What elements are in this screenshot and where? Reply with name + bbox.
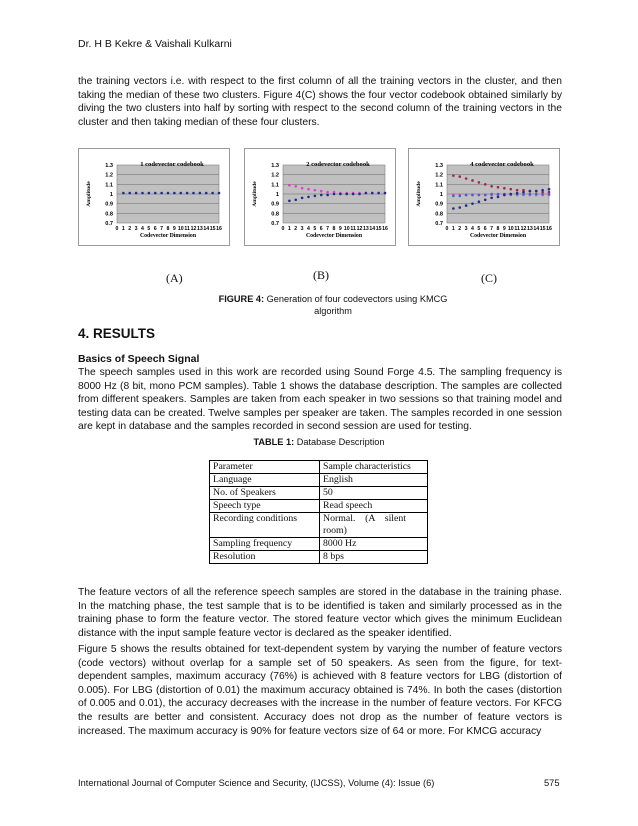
database-table xyxy=(209,460,428,564)
table-header-cell: Sample characteristics xyxy=(320,461,428,474)
y-tick-label: 1.1 xyxy=(435,182,443,189)
intro-paragraph: the training vectors i.e. with respect to the first column of all the training vectors in the cluster, and then taking the median of these two clusters. Figure 4(C) shows the four vector codebook obtained similarly by diving the two clusters into half by sorting with respect to the second column of the training vectors in the cluster and then taking median of these four clusters. xyxy=(78,76,562,128)
data-point xyxy=(371,192,374,195)
panel-label-c: (C) xyxy=(481,271,497,285)
data-point xyxy=(490,185,493,188)
x-axis-label: Codevector Dimension xyxy=(139,233,197,239)
x-tick-label: 5 xyxy=(477,226,481,232)
x-tick-label: 2 xyxy=(458,226,462,232)
y-tick-label: 1.1 xyxy=(105,182,113,189)
x-tick-label: 1 xyxy=(121,226,125,232)
data-point xyxy=(179,192,182,195)
data-point xyxy=(301,197,304,200)
x-tick-label: 7 xyxy=(160,226,164,232)
table-cell-value: 8 bps xyxy=(320,551,428,564)
data-point xyxy=(541,189,544,192)
y-tick-label: 0.7 xyxy=(271,221,279,227)
paragraph-figure5-results: Figure 5 shows the results obtained for text-dependent system by varying the number of feature vectors (code vectors) without overlap for a sample set of 50 speakers. As seen from the figure, for text-dependent samples, maximum accuracy (76%) is achieved with 8 feature vectors for LBG (distortion of 0.005). For LBG (distortion of 0.01) the maximum accuracy obtained is 74%. In both the cases (distortion of 0.005 and 0.01), the accuracy decreases with the increase in the number of feature vectors. For KFCG the results are better and consistent. Accuracy does not drop as the number of feature vectors is increased. The maximum accuracy is 90% for feature vectors size of 64 or more. For KMCG accuracy xyxy=(78,644,562,737)
x-tick-label: 7 xyxy=(326,226,330,232)
y-tick-label: 0.7 xyxy=(105,221,113,227)
data-point xyxy=(471,202,474,205)
table-cell-value: 50 xyxy=(320,487,428,500)
x-tick-label: 0 xyxy=(281,226,285,232)
paragraph-feature-vectors: The feature vectors of all the reference speech samples are stored in the database in the training phase. In the matching phase, the test sample that is to be identified is taken and similarly processed as in the training phase to form the feature vector. The stored feature vector which gives the minimum Euclidean distance with the input sample feature vector is declared as the speaker identified. xyxy=(78,587,562,639)
x-tick-label: 10 xyxy=(343,226,350,232)
data-point xyxy=(478,181,481,184)
data-point xyxy=(465,177,468,180)
x-tick-label: 0 xyxy=(445,226,449,232)
x-tick-label: 14 xyxy=(533,226,540,232)
data-point xyxy=(458,195,461,198)
data-point xyxy=(471,194,474,197)
data-point xyxy=(358,193,361,196)
data-point xyxy=(458,175,461,178)
x-tick-label: 6 xyxy=(483,226,487,232)
figure-caption-label: FIGURE 4: xyxy=(218,294,265,304)
data-point xyxy=(478,200,481,203)
y-tick-label: 0.8 xyxy=(435,211,443,218)
table-caption xyxy=(210,437,428,447)
chart-title: 4 codevector codebook xyxy=(470,161,534,168)
x-tick-label: 11 xyxy=(514,226,520,232)
footer-journal: International Journal of Computer Science and Security, (IJCSS), Volume (4): Issue (6) xyxy=(78,778,435,788)
chart-c-svg xyxy=(409,149,559,245)
data-point xyxy=(314,195,317,198)
y-tick-label: 0.8 xyxy=(271,211,279,218)
data-point xyxy=(148,192,151,195)
x-tick-label: 1 xyxy=(287,226,291,232)
table-cell-parameter: Resolution xyxy=(210,551,320,564)
chart-panel-b xyxy=(244,148,396,246)
data-point xyxy=(186,192,189,195)
x-tick-label: 13 xyxy=(526,226,533,232)
data-point xyxy=(199,192,202,195)
data-point xyxy=(490,193,493,196)
data-point xyxy=(516,189,519,192)
x-tick-label: 5 xyxy=(313,226,317,232)
x-tick-label: 5 xyxy=(147,226,151,232)
data-point xyxy=(205,192,208,195)
x-tick-label: 10 xyxy=(177,226,184,232)
data-point xyxy=(160,192,163,195)
data-point xyxy=(301,187,304,190)
data-point xyxy=(320,190,323,193)
data-point xyxy=(465,204,468,207)
table-cell-value: Read speech xyxy=(320,500,428,513)
x-tick-label: 6 xyxy=(319,226,323,232)
table-header-cell: Parameter xyxy=(210,461,320,474)
x-tick-label: 2 xyxy=(128,226,132,232)
data-point xyxy=(548,188,551,191)
data-point xyxy=(314,189,317,192)
x-tick-label: 15 xyxy=(209,226,216,232)
y-tick-label: 1.2 xyxy=(105,172,113,179)
data-point xyxy=(326,194,329,197)
table-cell-parameter: No. of Speakers xyxy=(210,487,320,500)
data-point xyxy=(288,199,291,202)
data-point xyxy=(503,187,506,190)
x-tick-label: 12 xyxy=(356,226,363,232)
data-point xyxy=(128,192,131,195)
data-point xyxy=(320,194,323,197)
x-tick-label: 14 xyxy=(369,226,376,232)
x-tick-label: 8 xyxy=(166,226,170,232)
data-point xyxy=(339,193,342,196)
panel-label-b: (B) xyxy=(313,268,329,282)
data-point xyxy=(365,192,368,195)
figure-caption-text: Generation of four codevectors using KMCG algorithm xyxy=(264,294,448,316)
x-tick-label: 4 xyxy=(141,226,144,232)
data-point xyxy=(478,194,481,197)
data-point xyxy=(333,193,336,196)
data-point xyxy=(509,188,512,191)
table-header-row xyxy=(210,461,428,474)
x-tick-label: 10 xyxy=(507,226,514,232)
data-point xyxy=(484,183,487,186)
x-tick-label: 16 xyxy=(216,226,222,232)
x-tick-label: 9 xyxy=(338,226,342,232)
x-tick-label: 12 xyxy=(190,226,197,232)
table-cell-parameter: Recording conditions xyxy=(210,513,320,538)
x-tick-label: 13 xyxy=(362,226,369,232)
x-tick-label: 1 xyxy=(451,226,455,232)
x-tick-label: 8 xyxy=(332,226,336,232)
data-point xyxy=(192,192,195,195)
data-point xyxy=(471,179,474,182)
data-point xyxy=(484,194,487,197)
data-point xyxy=(345,193,348,196)
table-caption-label: TABLE 1: xyxy=(253,437,295,447)
section-heading: 4. RESULTS xyxy=(78,326,156,341)
x-axis-label: Codevector Dimension xyxy=(469,233,527,239)
data-point xyxy=(218,192,221,195)
y-tick-label: 0.9 xyxy=(105,201,113,208)
data-point xyxy=(529,190,532,193)
data-point xyxy=(529,193,532,196)
data-point xyxy=(452,174,455,177)
data-point xyxy=(465,194,468,197)
data-point xyxy=(352,193,355,196)
figure-caption xyxy=(210,293,456,317)
data-point xyxy=(307,188,310,191)
y-tick-label: 1.2 xyxy=(435,172,443,179)
y-tick-label: 1.1 xyxy=(271,182,279,189)
data-point xyxy=(167,192,170,195)
data-point xyxy=(122,192,125,195)
data-point xyxy=(541,193,544,196)
y-tick-label: 1 xyxy=(275,192,279,198)
panel-label-a: (A) xyxy=(166,271,183,285)
data-point xyxy=(490,197,493,200)
table-cell-parameter: Language xyxy=(210,474,320,487)
chart-title: 1 codevector codebook xyxy=(140,161,204,168)
y-tick-label: 1 xyxy=(439,192,443,198)
x-tick-label: 3 xyxy=(464,226,468,232)
x-tick-label: 13 xyxy=(196,226,203,232)
x-tick-label: 7 xyxy=(490,226,494,232)
data-point xyxy=(452,207,455,210)
data-point xyxy=(173,192,176,195)
data-point xyxy=(377,192,380,195)
data-point xyxy=(503,194,506,197)
x-tick-label: 9 xyxy=(172,226,176,232)
y-tick-label: 1.3 xyxy=(435,163,443,169)
y-tick-label: 0.8 xyxy=(105,211,113,218)
paragraph-speech-samples: The speech samples used in this work are recorded using Sound Forge 4.5. The sampling frequency is 8000 Hz (8 bit, mono PCM samples). Table 1 shows the database description. The samples are collected from different speakers. Samples are taken from each speaker in two sessions so that training model and testing data can be created. Twelve samples per speaker are taken. The samples recorded in one session are kept in database and the samples recorded in second session are used for testing. xyxy=(78,367,562,433)
table-row xyxy=(210,487,428,500)
y-tick-label: 0.9 xyxy=(271,201,279,208)
x-tick-label: 15 xyxy=(539,226,546,232)
data-point xyxy=(509,193,512,196)
x-tick-label: 2 xyxy=(294,226,298,232)
y-axis-label: Amplitude xyxy=(416,181,422,207)
data-point xyxy=(141,192,144,195)
table-cell-parameter: Speech type xyxy=(210,500,320,513)
x-tick-label: 11 xyxy=(350,226,356,232)
data-point xyxy=(211,192,214,195)
x-tick-label: 11 xyxy=(184,226,190,232)
data-point xyxy=(516,192,519,195)
x-tick-label: 3 xyxy=(300,226,304,232)
table-caption-text: Database Description xyxy=(294,437,385,447)
data-point xyxy=(294,199,297,202)
table-row xyxy=(210,538,428,551)
x-tick-label: 8 xyxy=(496,226,500,232)
y-tick-label: 1.3 xyxy=(271,163,279,169)
page-number: 575 xyxy=(544,778,560,788)
x-tick-label: 15 xyxy=(375,226,382,232)
y-tick-label: 0.7 xyxy=(435,221,443,227)
y-tick-label: 1 xyxy=(109,192,113,198)
x-tick-label: 4 xyxy=(471,226,474,232)
table-cell-parameter: Sampling frequency xyxy=(210,538,320,551)
data-point xyxy=(497,196,500,199)
y-tick-label: 1.2 xyxy=(271,172,279,179)
data-point xyxy=(384,192,387,195)
data-point xyxy=(535,190,538,193)
data-point xyxy=(135,192,138,195)
x-tick-label: 16 xyxy=(546,226,552,232)
table-row xyxy=(210,551,428,564)
data-point xyxy=(294,185,297,188)
data-point xyxy=(522,191,525,194)
data-point xyxy=(548,193,551,196)
y-tick-label: 1.3 xyxy=(105,163,113,169)
table-cell-value: Normal. (A silent room) xyxy=(320,513,428,538)
x-tick-label: 16 xyxy=(382,226,388,232)
table-row xyxy=(210,500,428,513)
chart-title: 2 codevector codebook xyxy=(306,161,370,168)
data-point xyxy=(326,191,329,194)
data-point xyxy=(458,206,461,209)
x-axis-label: Codevector Dimension xyxy=(305,233,363,239)
data-point xyxy=(484,199,487,202)
table-row xyxy=(210,513,428,538)
x-tick-label: 3 xyxy=(134,226,138,232)
x-tick-label: 9 xyxy=(502,226,506,232)
x-tick-label: 12 xyxy=(520,226,527,232)
x-tick-label: 4 xyxy=(307,226,310,232)
data-point xyxy=(497,186,500,189)
y-tick-label: 0.9 xyxy=(435,201,443,208)
table-cell-value: 8000 Hz xyxy=(320,538,428,551)
data-point xyxy=(535,193,538,196)
running-header: Dr. H B Kekre & Vaishali Kulkarni xyxy=(78,38,232,50)
table-row xyxy=(210,474,428,487)
y-axis-label: Amplitude xyxy=(86,181,92,207)
x-tick-label: 6 xyxy=(153,226,157,232)
data-point xyxy=(497,193,500,196)
chart-a-svg xyxy=(79,149,229,245)
chart-b-svg xyxy=(245,149,395,245)
data-point xyxy=(452,195,455,198)
data-point xyxy=(288,184,291,187)
table-cell-value: English xyxy=(320,474,428,487)
x-tick-label: 14 xyxy=(203,226,210,232)
chart-panel-a xyxy=(78,148,230,246)
x-tick-label: 0 xyxy=(115,226,119,232)
y-axis-label: Amplitude xyxy=(252,181,258,207)
data-point xyxy=(154,192,157,195)
chart-panel-c xyxy=(408,148,560,246)
data-point xyxy=(307,196,310,199)
subsection-heading: Basics of Speech Signal xyxy=(78,353,200,365)
